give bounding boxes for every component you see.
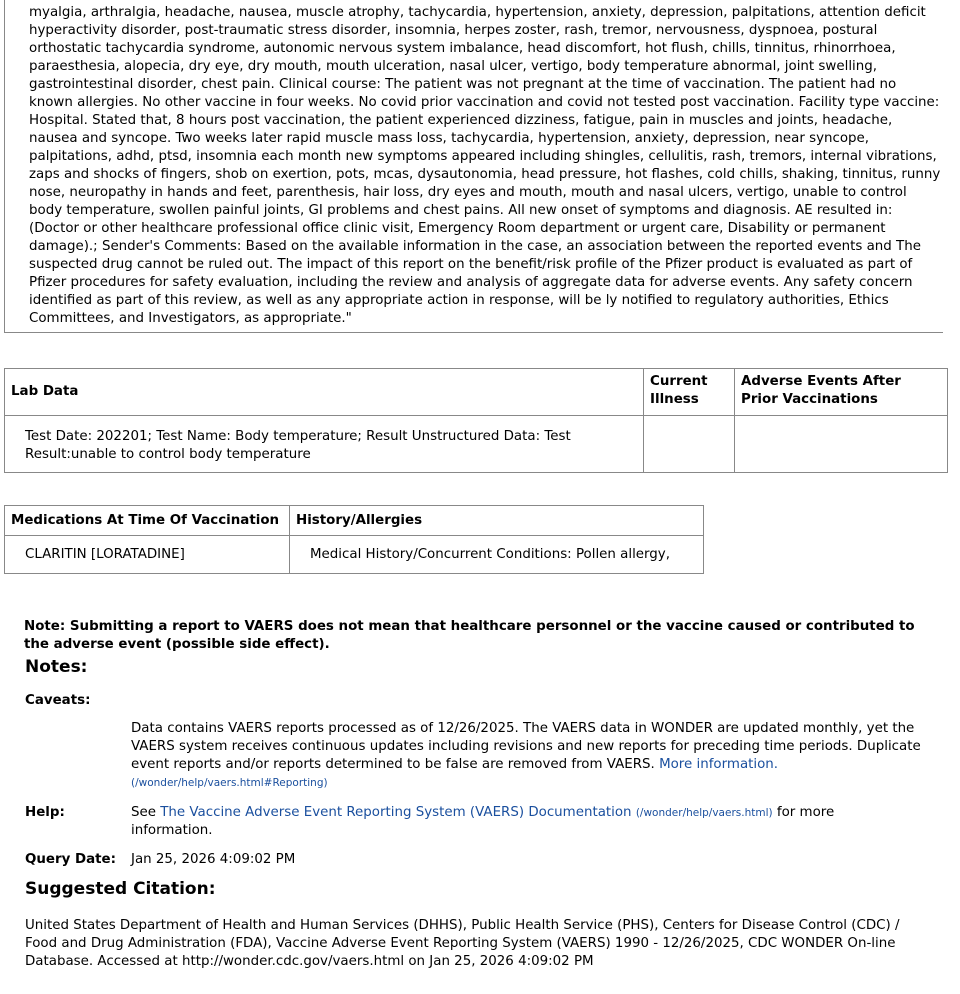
- query-date-label: Query Date:: [25, 852, 116, 867]
- caveats-text-block: [131, 720, 921, 792]
- medications-header: Medications At Time Of Vaccination: [5, 506, 290, 536]
- citation-heading: Suggested Citation:: [25, 879, 216, 899]
- current-illness-header: Current Illness: [644, 369, 735, 416]
- lab-data-table: [4, 368, 948, 473]
- narrative-text: myalgia, arthralgia, headache, nausea, muscle atrophy, tachycardia, hypertension, anxiety, depression, palpitations, attention deficit hyperactivity disorder, post-traumatic stress disorder, insomnia, herpes zoster, rash, tremor, nervousness, dyspnoea, postural orthostatic tachycardia syndrome, autonomic nervous system imbalance, head discomfort, hot flush, chills, tinnitus, rhinorrhoea, paraesthesia, alopecia, dry eye, dry mouth, mouth ulceration, nasal ulcer, vertigo, body temperature abnormal, joint swelling, gastrointestinal disorder, chest pain. Clinical course: The patient was not pregnant at the time of vaccination. The patient had no known allergies. No other vaccine in four weeks. No covid prior vaccination and covid not tested post vaccination. Facility type vaccine: Hospital. Stated that, 8 hours post vaccination, the patient experienced dizziness, fatigue, pain in muscles and joints, headache, nausea and syncope. Two weeks later rapid muscle mass loss, tachycardia, hypertension, anxiety, depression, near syncope, palpitations, adhd, ptsd, insomnia each month new symptoms appeared including shingles, cellulitis, rash, tremors, internal vibrations, zaps and shocks of fingers, shob on exertion, pots, mcas, dysautonomia, head pressure, hot flashes, cold chills, shaking, tinnitus, runny nose, neuropathy in hands and feet, parenthesis, hair loss, dry eyes and mouth, mouth and nasal ulcers, vertigo, unable to control body temperature, swollen painful joints, GI problems and chest pains. All new onset of symptoms and diagnosis. AE resulted in: (Doctor or other healthcare professional office clinic visit, Emergency Room department or urgent care, Disability or permanent damage).; Sender's Comments: Based on the available information in the case, an association between the reported events and The suspected drug cannot be ruled out. The impact of this report on the benefit/risk profile of the Pfizer product is evaluated as part of Pfizer procedures for safety evaluation, including the review and analysis of aggregate data for adverse events. Any safety concern identified as part of this review, as well as any appropriate action in response, will be ly notified to regulatory authorities, Ethics Committees, and Investigators, as appropriate.": [29, 5, 941, 326]
- citation-text: United States Department of Health and Human Services (DHHS), Public Health Service (PHS), Centers for Disease Control (CDC) / Food and Drug Administration (FDA), Vaccine Adverse Event Reporting System (VAERS) 1990 - 12/26/2025, CDC WONDER On-line Database. Accessed at http://wonder.cdc.gov/vaers.html on Jan 25, 2026 4:09:02 PM: [25, 918, 900, 969]
- narrative-box: [4, 0, 943, 333]
- help-label: Help:: [25, 805, 65, 820]
- caveats-text: Data contains VAERS reports processed as of 12/26/2025. The VAERS data in WONDER are updated monthly, yet the VAERS system receives continuous updates including revisions and new reports for preceding time periods. Duplicate event reports and/or reports determined to be false are removed from VAERS.: [131, 721, 921, 772]
- vaers-documentation-link-path[interactable]: (/wonder/help/vaers.html): [635, 807, 773, 819]
- query-date-value: Jan 25, 2026 4:09:02 PM: [131, 852, 296, 867]
- prior-vaccinations-cell: [735, 416, 948, 473]
- history-allergies-cell: Medical History/Concurrent Conditions: Pollen allergy,: [290, 536, 704, 574]
- history-allergies-header: History/Allergies: [290, 506, 704, 536]
- more-information-link[interactable]: More information.: [659, 757, 779, 772]
- lab-data-header: Lab Data: [5, 369, 644, 416]
- disclaimer-note: Note: Submitting a report to VAERS does not mean that healthcare personnel or the vaccine caused or contributed to the adverse event (possible side effect).: [24, 619, 915, 652]
- prior-vaccinations-header: Adverse Events After Prior Vaccinations: [735, 369, 948, 416]
- medications-table: [4, 505, 704, 574]
- help-prefix: See: [131, 805, 156, 820]
- current-illness-cell: [644, 416, 735, 473]
- vaers-documentation-link[interactable]: The Vaccine Adverse Event Reporting System (VAERS) Documentation: [160, 805, 632, 820]
- medications-cell: CLARITIN [LORATADINE]: [5, 536, 290, 574]
- lab-data-cell: Test Date: 202201; Test Name: Body temperature; Result Unstructured Data: Test Result:unable to control body temperature: [5, 416, 644, 473]
- more-information-link-path[interactable]: (/wonder/help/vaers.html#Reporting): [131, 777, 328, 789]
- help-suffix: for more information.: [131, 805, 835, 838]
- help-text-block: [131, 804, 891, 840]
- caveats-label: Caveats:: [25, 693, 91, 708]
- notes-heading: Notes:: [25, 657, 88, 677]
